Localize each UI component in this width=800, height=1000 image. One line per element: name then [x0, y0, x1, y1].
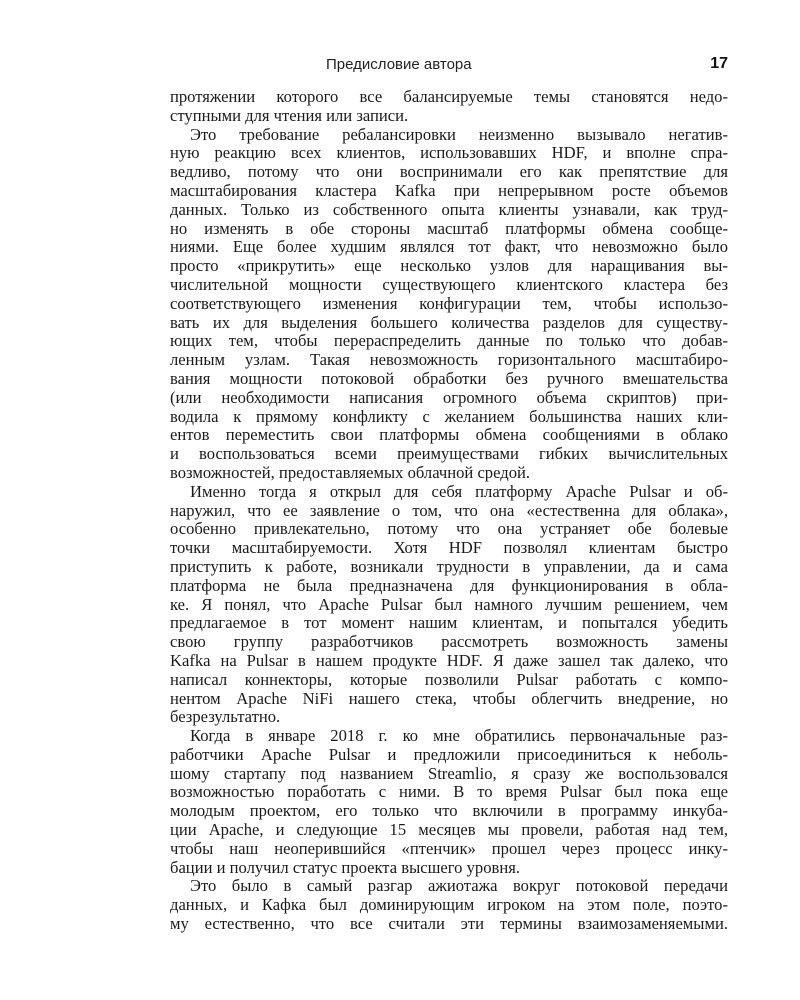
text-line: данных. Только из собственного опыта клиенты узнавали, как труд- — [170, 199, 728, 219]
paragraph — [170, 126, 728, 483]
text-line: возможностей, предоставляемых облачной средой. — [170, 462, 531, 482]
text-line: свою группу разработчиков рассмотреть возможность замены — [170, 632, 728, 652]
text-line: просто «прикрутить» еще несколько узлов для наращивания вы- — [170, 256, 728, 276]
text-line: му естественно, что все считали эти термины взаимозаменяемыми. — [170, 914, 728, 934]
text-line: Когда в январе 2018 г. ко мне обратились первоначальные раз- — [190, 726, 728, 746]
text-line: безрезультатно. — [170, 707, 281, 727]
text-line: и воспользоваться всеми преимуществами гибких вычислительных — [170, 444, 728, 464]
text-line: работчики Apache Pulsar и предложили присоединиться к неболь- — [170, 744, 728, 764]
text-line: Именно тогда я открыл для себя платформу Apache Pulsar и об- — [190, 481, 728, 501]
text-line: ции Apache, и следующие 15 месяцев мы провели, работая над тем, — [170, 820, 728, 840]
text-line: приступить к работе, возникали трудности в управлении, да и сама — [170, 556, 728, 576]
text-line: ведливо, потому что они воспринимали его как препятствие для — [170, 162, 728, 182]
text-line: данных, и Кафка был доминирующим игроком на этом поле, поэто- — [170, 895, 728, 915]
paragraph — [170, 88, 728, 126]
paragraph — [170, 727, 728, 877]
text-line: но изменять в обе стороны масштаб платформы обмена сообще- — [170, 218, 728, 238]
text-line: Kafka на Pulsar в нашем продукте HDF. Я даже зашел так далеко, что — [170, 650, 728, 670]
text-line: чтобы наш неоперившийся «птенчик» прошел через процесс инку- — [170, 838, 728, 858]
text-line: ентов переместить свои платформы обмена сообщениями в облако — [170, 425, 728, 445]
text-line: ниями. Еще более худшим являлся тот факт, что невозможно было — [170, 237, 728, 257]
text-line: бации и получил статус проекта высшего уровня. — [170, 857, 520, 877]
text-line: возможностью поработать с ними. В то время Pulsar был пока еще — [170, 782, 728, 802]
text-line: платформа не была предназначена для функционирования в обла- — [170, 575, 728, 595]
text-line: нентом Apache NiFi нашего стека, чтобы облегчить внедрение, но — [170, 688, 728, 708]
text-line: особенно привлекательно, потому что она устраняет обе болевые — [170, 519, 728, 539]
text-line: (или необходимости написания огромного объема скриптов) при- — [170, 387, 728, 407]
text-line: молодым проектом, его только что включили в программу инкуба- — [170, 801, 728, 821]
text-line: ступными для чтения или записи. — [170, 105, 409, 125]
text-line: соответствующего изменения конфигурации тем, чтобы использо- — [170, 293, 728, 313]
text-line: точки масштабируемости. Хотя HDF позволял клиентам быстро — [170, 538, 728, 558]
text-line: водила к прямому конфликту с желанием большинства наших кли- — [170, 406, 728, 426]
text-line: наружил, что ее заявление о том, что она «естественна для облака», — [170, 500, 728, 520]
running-title: Предисловие автора — [326, 56, 472, 73]
page-number: 17 — [710, 55, 728, 72]
text-line: написал коннекторы, которые позволили Pulsar работать с компо- — [170, 669, 728, 689]
text-line: шому стартапу под названием Streamlio, я сразу же воспользовался — [170, 763, 728, 783]
text-line: ленным узлам. Такая невозможность горизонтального масштабиро- — [170, 350, 728, 370]
text-line: протяжении которого все балансируемые темы становятся недо- — [170, 87, 728, 106]
paragraph — [170, 483, 728, 727]
text-line: числительной мощности существующего клиентского кластера без — [170, 274, 728, 294]
text-line: предлагаемое в тот момент нашим клиентам, и попытался убедить — [170, 613, 728, 633]
text-line: ющих тем, чтобы перераспределить данные по только что добав- — [170, 331, 728, 351]
text-line: ную реакцию всех клиентов, использовавших HDF, и вполне спра- — [170, 143, 728, 163]
text-line: Это требование ребалансировки неизменно вызывало негатив- — [190, 124, 728, 144]
page-header — [170, 56, 728, 78]
body-text — [170, 88, 728, 934]
text-line: масштабирования кластера Kafka при непрерывном росте объемов — [170, 180, 728, 200]
text-line: ке. Я понял, что Apache Pulsar был намного лучшим решением, чем — [170, 594, 728, 614]
paragraph — [170, 877, 728, 933]
text-line: вать их для выделения большего количества разделов для существу- — [170, 312, 728, 332]
text-line: Это было в самый разгар ажиотажа вокруг потоковой передачи — [190, 876, 728, 896]
text-line: вания мощности потоковой обработки без ручного вмешательства — [170, 368, 728, 388]
